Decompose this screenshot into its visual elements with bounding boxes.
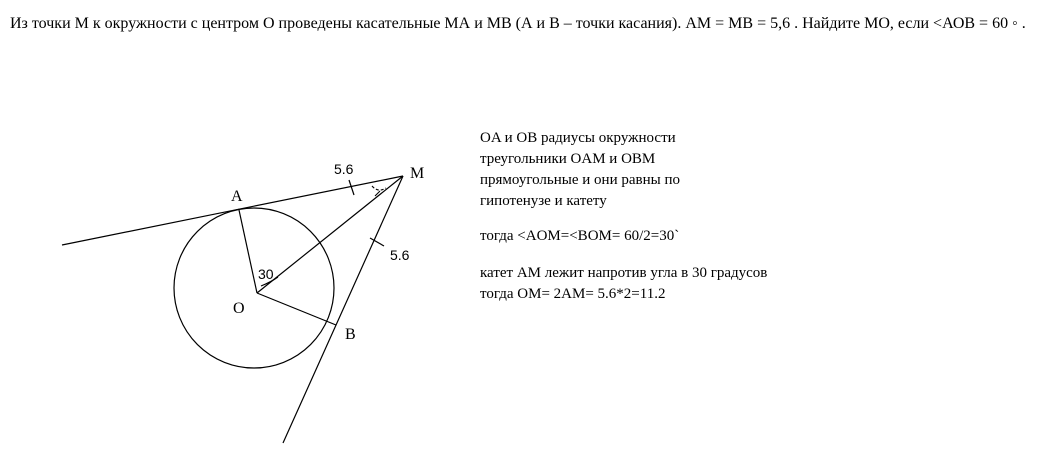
tick-mark-ma [349,180,354,195]
tangent-line-ma [62,176,403,245]
solution-line-radii: OA и OB радиусы окружности [480,130,676,146]
label-length-am: 5.6 [334,161,354,177]
label-point-m: M [410,165,425,182]
problem-statement: Из точки М к окружности с центром О проведены касательные МА и МВ (А и В – точки касания). АМ = МВ = 5,6 . Найдите МО, если <АОВ = 60 ◦ . [10,15,1026,32]
label-angle-aom: 30 [258,266,274,282]
circle [174,208,334,368]
solution-line-answer: тогда OM= 2AM= 5.6*2=11.2 [480,286,666,302]
label-point-o: O [233,300,245,317]
solution-line-right: прямоугольные и они равны по [480,172,680,188]
solution-line-angle: тогда <AOM=<BOM= 60/2=30` [480,228,680,244]
radius-oa [239,210,257,293]
solution-line-cathetus: катет AM лежит напротив угла в 30 градусов [480,265,768,281]
tangent-line-mb [283,176,403,443]
solution-line-equal: гипотенузе и катету [480,193,607,209]
solution-text [480,128,900,305]
solution-line-triangles: треугольники OAM и OBM [480,151,656,167]
radius-ob [257,293,336,325]
segment-om [257,176,403,293]
label-length-mb: 5.6 [390,247,410,263]
angle-arc-m [372,186,386,190]
label-point-a: A [231,188,243,205]
label-point-b: B [345,326,356,343]
